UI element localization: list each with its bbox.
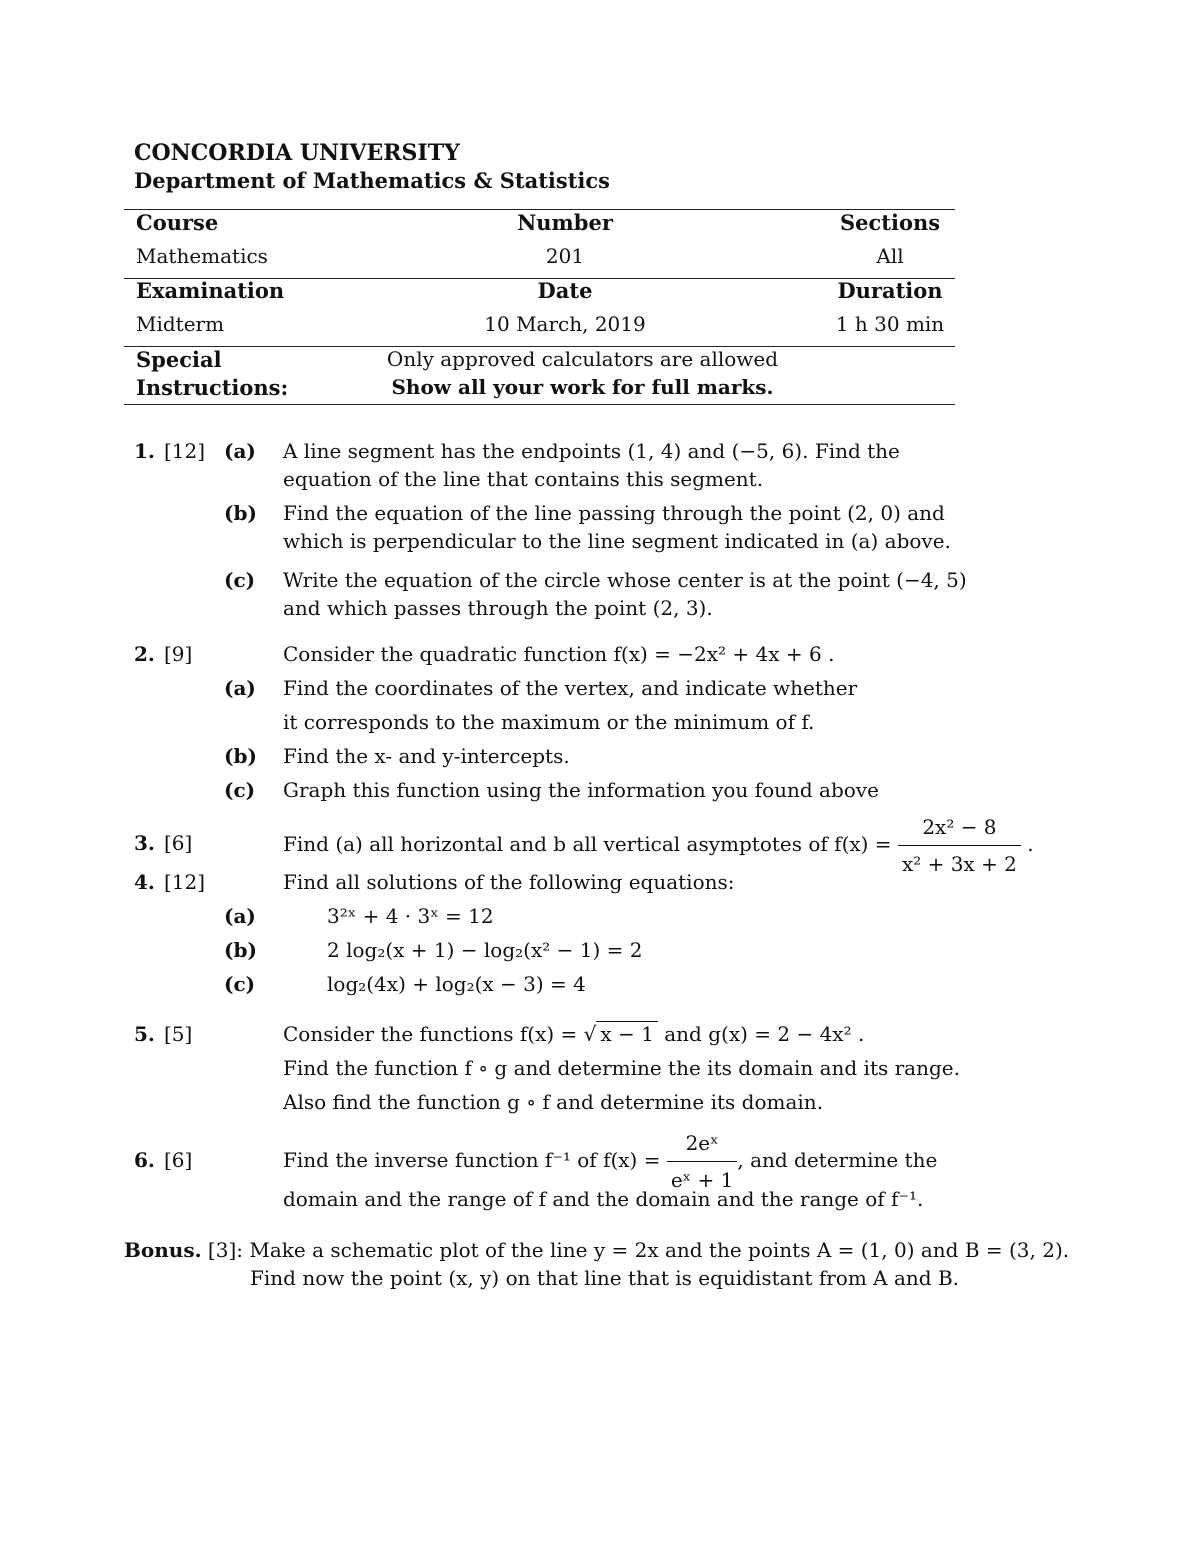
- bonus-label: Bonus.: [124, 1238, 202, 1262]
- part-label: (a): [224, 439, 256, 463]
- q3-period: .: [1027, 832, 1034, 856]
- part-label: (c): [224, 778, 256, 802]
- q6-post: , and determine the: [737, 1148, 938, 1172]
- bonus-marks: [3]:: [207, 1238, 243, 1262]
- date-value: 10 March, 2019: [484, 312, 646, 336]
- sections-value: All: [876, 244, 904, 268]
- examination-label: Examination: [136, 278, 285, 303]
- question-number: 3.: [134, 831, 155, 855]
- examination-value: Midterm: [136, 312, 225, 336]
- part-label: (a): [224, 676, 256, 700]
- question-number: 6.: [134, 1148, 155, 1172]
- q2b-text: Find the x- and y-intercepts.: [283, 744, 570, 768]
- date-label: Date: [537, 278, 593, 303]
- q5-intro: [283, 1022, 864, 1046]
- sections-label: Sections: [839, 210, 941, 235]
- q1a-text-line2: equation of the line that contains this segment.: [283, 467, 764, 491]
- question-marks: [6]: [164, 1148, 193, 1172]
- instruction-calculators: Only approved calculators are allowed: [386, 347, 779, 371]
- question-marks: [6]: [164, 831, 193, 855]
- q3-numerator: 2x² − 8: [922, 815, 997, 839]
- q5-text-line2: Find the function f ∘ g and determine the its domain and its range.: [283, 1056, 960, 1080]
- q6-numerator: 2eˣ: [685, 1131, 719, 1155]
- number-value: 201: [545, 244, 585, 268]
- part-label: (b): [224, 938, 257, 962]
- question-marks: [12]: [164, 870, 206, 894]
- q1b-text-line1: Find the equation of the line passing through the point (2, 0) and: [283, 501, 945, 525]
- instruction-show-work: Show all your work for full marks.: [391, 375, 774, 399]
- q5-intro-pre: Consider the functions f(x) =: [283, 1022, 578, 1046]
- question-number: 1.: [134, 439, 155, 463]
- q6-fraction: [667, 1128, 738, 1195]
- instructions-label: Instructions:: [136, 375, 289, 400]
- special-label: Special: [136, 347, 222, 372]
- question-number: 5.: [134, 1022, 155, 1046]
- q6-text-line2: domain and the range of f and the domain and the range of f⁻¹.: [283, 1187, 924, 1211]
- course-value: Mathematics: [136, 244, 268, 268]
- q2c-text: Graph this function using the information you found above: [283, 778, 879, 802]
- part-label: (c): [224, 972, 256, 996]
- q1c-text-line1: Write the equation of the circle whose center is at the point (−4, 5): [283, 568, 967, 592]
- q6-denominator: eˣ + 1: [667, 1161, 738, 1195]
- q5-intro-post: and g(x) = 2 − 4x² .: [664, 1022, 865, 1046]
- question-marks: [5]: [164, 1022, 193, 1046]
- department-name: Department of Mathematics & Statistics: [134, 168, 610, 193]
- q3-denominator: x² + 3x + 2: [898, 845, 1021, 879]
- q1c-text-line2: and which passes through the point (2, 3).: [283, 596, 713, 620]
- q4c-equation: log₂(4x) + log₂(x − 3) = 4: [327, 972, 586, 996]
- q1a-text-line1: A line segment has the endpoints (1, 4) and (−5, 6). Find the: [283, 439, 900, 463]
- q2a-text-line2: it corresponds to the maximum or the minimum of f.: [283, 710, 815, 734]
- question-marks: [9]: [164, 642, 193, 666]
- course-label: Course: [136, 210, 219, 235]
- duration-value: 1 h 30 min: [835, 312, 945, 336]
- q3-text: [283, 812, 1034, 879]
- sqrt-symbol: √: [583, 1022, 597, 1046]
- part-label: (b): [224, 501, 257, 525]
- question-marks: [12]: [164, 439, 206, 463]
- number-label: Number: [517, 210, 613, 235]
- q4-intro: Find all solutions of the following equations:: [283, 870, 735, 894]
- duration-label: Duration: [837, 278, 943, 303]
- q6-prompt: Find the inverse function f⁻¹ of f(x) =: [283, 1148, 661, 1172]
- q5-sqrt-argument: x − 1: [596, 1021, 657, 1046]
- question-number: 4.: [134, 870, 155, 894]
- q3-fraction: [898, 812, 1021, 879]
- q6-text: [283, 1128, 937, 1195]
- university-name: CONCORDIA UNIVERSITY: [134, 140, 460, 166]
- part-label: (a): [224, 904, 256, 928]
- question-number: 2.: [134, 642, 155, 666]
- bonus-text-line1: Make a schematic plot of the line y = 2x and the points A = (1, 0) and B = (3, 2).: [249, 1238, 1070, 1262]
- bonus-line1: [124, 1238, 1069, 1262]
- q4a-equation: 3²ˣ + 4 · 3ˣ = 12: [327, 904, 494, 928]
- q3-prompt: Find (a) all horizontal and b all vertical asymptotes of f(x) =: [283, 832, 892, 856]
- part-label: (c): [224, 568, 256, 592]
- q2-intro: Consider the quadratic function f(x) = −2x² + 4x + 6 .: [283, 642, 835, 666]
- bonus-text-line2: Find now the point (x, y) on that line that is equidistant from A and B.: [250, 1266, 959, 1290]
- q2a-text-line1: Find the coordinates of the vertex, and indicate whether: [283, 676, 858, 700]
- part-label: (b): [224, 744, 257, 768]
- table-rule-bottom: [124, 404, 955, 405]
- q5-text-line3: Also find the function g ∘ f and determine its domain.: [283, 1090, 824, 1114]
- q1b-text-line2: which is perpendicular to the line segment indicated in (a) above.: [283, 529, 951, 553]
- q4b-equation: 2 log₂(x + 1) − log₂(x² − 1) = 2: [327, 938, 643, 962]
